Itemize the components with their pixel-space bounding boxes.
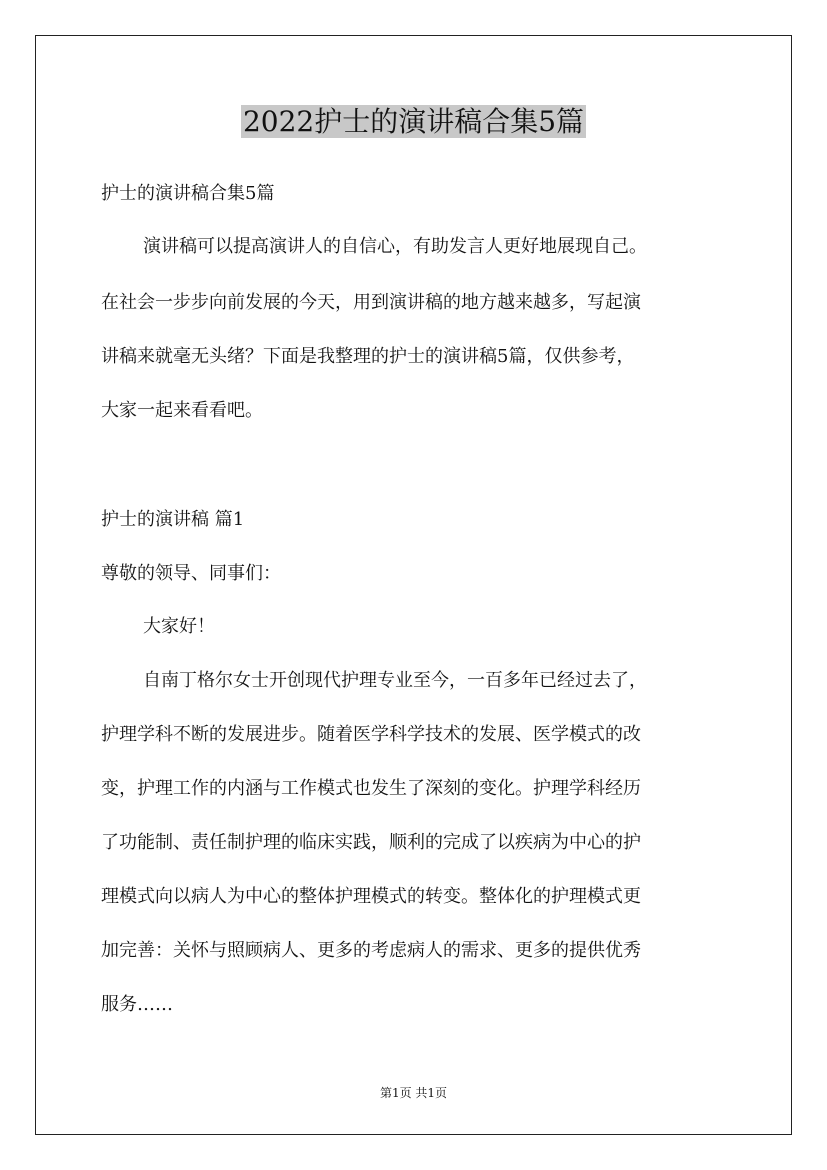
body-line: 服务…… (101, 994, 173, 1015)
intro-line: 大家一起来看看吧。 (101, 400, 263, 421)
body-line: 理模式向以病人为中心的整体护理模式的转变。整体化的护理模式更 (101, 886, 641, 907)
document-title (0, 100, 827, 144)
intro-line: 在社会一步步向前发展的今天，用到演讲稿的地方越来越多，写起演 (101, 292, 641, 313)
document-title-text: 2022护士的演讲稿合集5篇 (242, 105, 585, 138)
section-heading: 护士的演讲稿 篇1 (101, 509, 245, 530)
intro-line: 演讲稿可以提高演讲人的自信心，有助发言人更好地展现自己。 (143, 236, 647, 257)
body-line: 自南丁格尔女士开创现代护理专业至今，一百多年已经过去了， (143, 670, 647, 691)
page-footer: 第1页 共1页 (379, 1086, 448, 1100)
document-subtitle: 护士的演讲稿合集5篇 (101, 183, 275, 204)
greeting: 大家好！ (143, 616, 215, 637)
body-line: 变，护理工作的内涵与工作模式也发生了深刻的变化。护理学科经历 (101, 778, 641, 799)
body-line: 加完善：关怀与照顾病人、更多的考虑病人的需求、更多的提供优秀 (101, 940, 641, 961)
intro-line: 讲稿来就毫无头绪？下面是我整理的护士的演讲稿5篇，仅供参考， (101, 346, 635, 367)
body-line: 了功能制、责任制护理的临床实践，顺利的完成了以疾病为中心的护 (101, 832, 641, 853)
salutation: 尊敬的领导、同事们： (101, 563, 281, 584)
body-line: 护理学科不断的发展进步。随着医学科学技术的发展、医学模式的改 (101, 724, 641, 745)
